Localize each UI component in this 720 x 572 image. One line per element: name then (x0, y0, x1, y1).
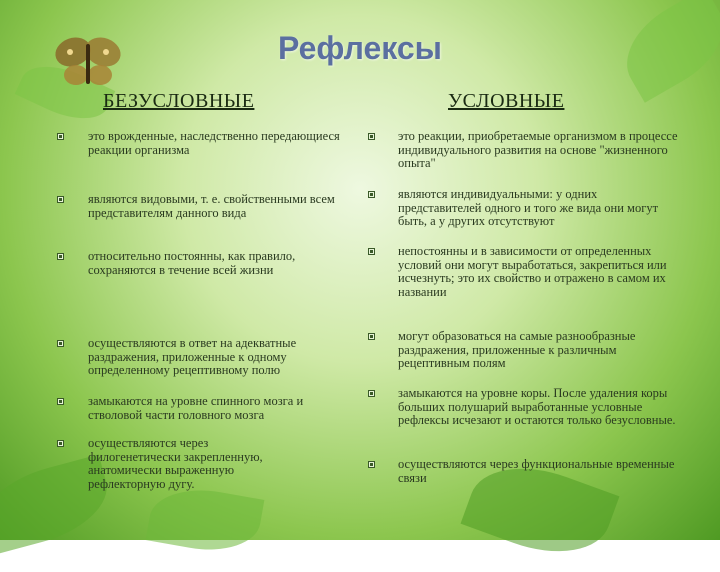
bullet-icon (368, 461, 375, 468)
right-item: являются индивидуальными: у одних представителей одного и того же вида они могут быть, а у других отсутствуют (398, 187, 659, 228)
bullet-icon (368, 390, 375, 397)
bullet-icon (368, 191, 375, 198)
bullet-icon (57, 440, 64, 447)
bullet-icon (368, 133, 375, 140)
left-item: относительно постоянны, как правило, сохраняются в течение всей жизни (88, 249, 296, 277)
left-item: осуществляются через филогенетически закрепленную, анатомически выраженную рефлекторную дугу. (88, 436, 263, 491)
right-item: могут образоваться на самые разнообразные раздражения, приложенные к различным рецептивным полям (398, 329, 636, 370)
bullet-icon (57, 196, 64, 203)
left-item: замыкаются на уровне спинного мозга и стволовой части головного мозга (88, 394, 304, 422)
bullet-icon (57, 398, 64, 405)
bullet-icon (57, 133, 64, 140)
left-item: являются видовыми, т. е. свойственными всем представителям данного вида (88, 192, 335, 220)
left-item: это врожденные, наследственно передающиеся реакции организма (88, 129, 340, 157)
bullet-icon (57, 253, 64, 260)
right-column-heading: УСЛОВНЫЕ (448, 90, 565, 112)
bullet-icon (57, 340, 64, 347)
page-title: Рефлексы (278, 30, 442, 66)
right-item: замыкаются на уровне коры. После удаления коры больших полушарий выработанные условные рефлексы исчезают и остаются только безусловные. (398, 386, 676, 427)
right-item: непостоянны и в зависимости от определенных условий они могут выработаться, закрепиться или исчезнуть; это их свойство и отражено в самом их названии (398, 244, 667, 299)
bullet-icon (368, 333, 375, 340)
left-column-heading: БЕЗУСЛОВНЫЕ (103, 90, 255, 112)
left-item: осуществляются в ответ на адекватные раздражения, приложенные к одному определенному рецептивному полю (88, 336, 297, 377)
right-item: осуществляются через функциональные временные связи (398, 457, 675, 485)
bullet-icon (368, 248, 375, 255)
right-item: это реакции, приобретаемые организмом в процессе индивидуального развития на основе "жизненного опыта" (398, 129, 678, 170)
